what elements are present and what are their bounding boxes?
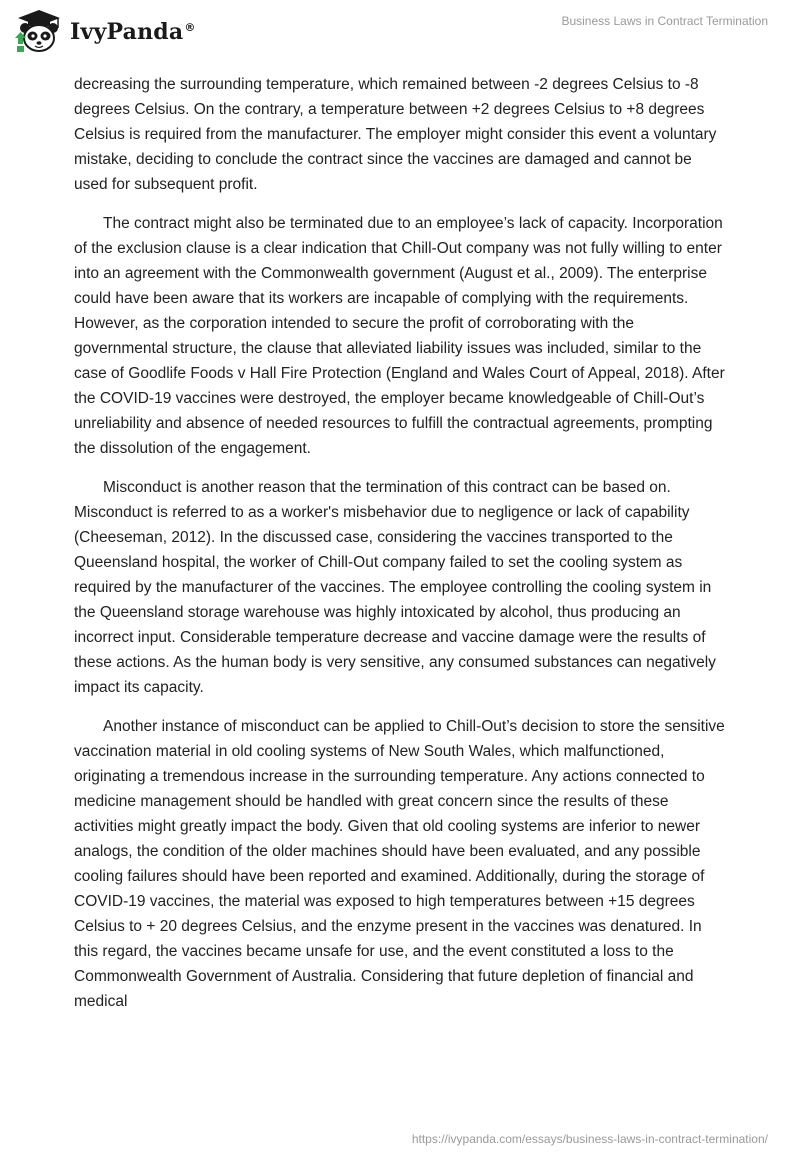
paragraph: decreasing the surrounding temperature, which remained between -2 degrees Celsius to -8 degrees Celsius. On the contrary, a temperature between +2 degrees Celsius to +8 degrees Celsius is required from the manufacturer. The employer might consider this event a voluntary mistake, deciding to conclude the contract since the vaccines are damaged and cannot be used for subsequent profit. <box>74 76 717 193</box>
document-title: Business Laws in Contract Termination <box>561 14 768 28</box>
panda-graduate-icon <box>14 8 64 56</box>
paragraph: Misconduct is another reason that the termination of this contract can be based on. Misconduct is referred to as a worker's misbehavior due to negligence or lack of capability (Cheeseman, 2012). In the discussed case, considering the vaccines transported to the Queensland hospital, the worker of Chill-Out company failed to set the cooling system as required by the manufacturer of the vaccines. The employee controlling the cooling system in the Queensland storage warehouse was highly intoxicated by alcohol, thus producing an incorrect input. Considerable temperature decrease and vaccine damage were the results of these actions. As the human body is very sensitive, any consumed substances can negatively impact its capacity. <box>74 479 716 696</box>
essay-body <box>74 72 726 1028</box>
brand-name: IvyPanda® <box>70 19 196 45</box>
ivypanda-logo[interactable] <box>14 8 196 56</box>
page-header <box>0 0 800 64</box>
source-url[interactable]: https://ivypanda.com/essays/business-laws-in-contract-termination/ <box>411 1132 768 1146</box>
paragraph: Another instance of misconduct can be applied to Chill-Out’s decision to store the sensitive vaccination material in old cooling systems of New South Wales, which malfunctioned, originating a tremendous increase in the surrounding temperature. Any actions connected to medicine management should be handled with great concern since the results of these activities might greatly impact the body. Given that old cooling systems are inferior to newer analogs, the condition of the older machines should have been evaluated, and any possible cooling failures should have been reported and examined. Additionally, during the storage of COVID-19 vaccines, the material was exposed to high temperatures between +15 degrees Celsius to + 20 degrees Celsius, and the enzyme present in the vaccines was denatured. In this regard, the vaccines became unsafe for use, and the event constituted a loss to the Commonwealth Government of Australia. Considering that future depletion of financial and medical <box>74 718 725 1010</box>
paragraph: The contract might also be terminated due to an employee’s lack of capacity. Incorporation of the exclusion clause is a clear indication that Chill-Out company was not fully willing to enter into an agreement with the Commonwealth government (August et al., 2009). The enterprise could have been aware that its workers are incapable of complying with the requirements. However, as the corporation intended to secure the profit of corroborating with the governmental structure, the clause that alleviated liability issues was included, similar to the case of Goodlife Foods v Hall Fire Protection (England and Wales Court of Appeal, 2018). After the COVID-19 vaccines were destroyed, the employer became knowledgeable of Chill-Out’s unreliability and absence of needed resources to fulfill the contractual agreements, prompting the dissolution of the engagement. <box>74 215 725 457</box>
